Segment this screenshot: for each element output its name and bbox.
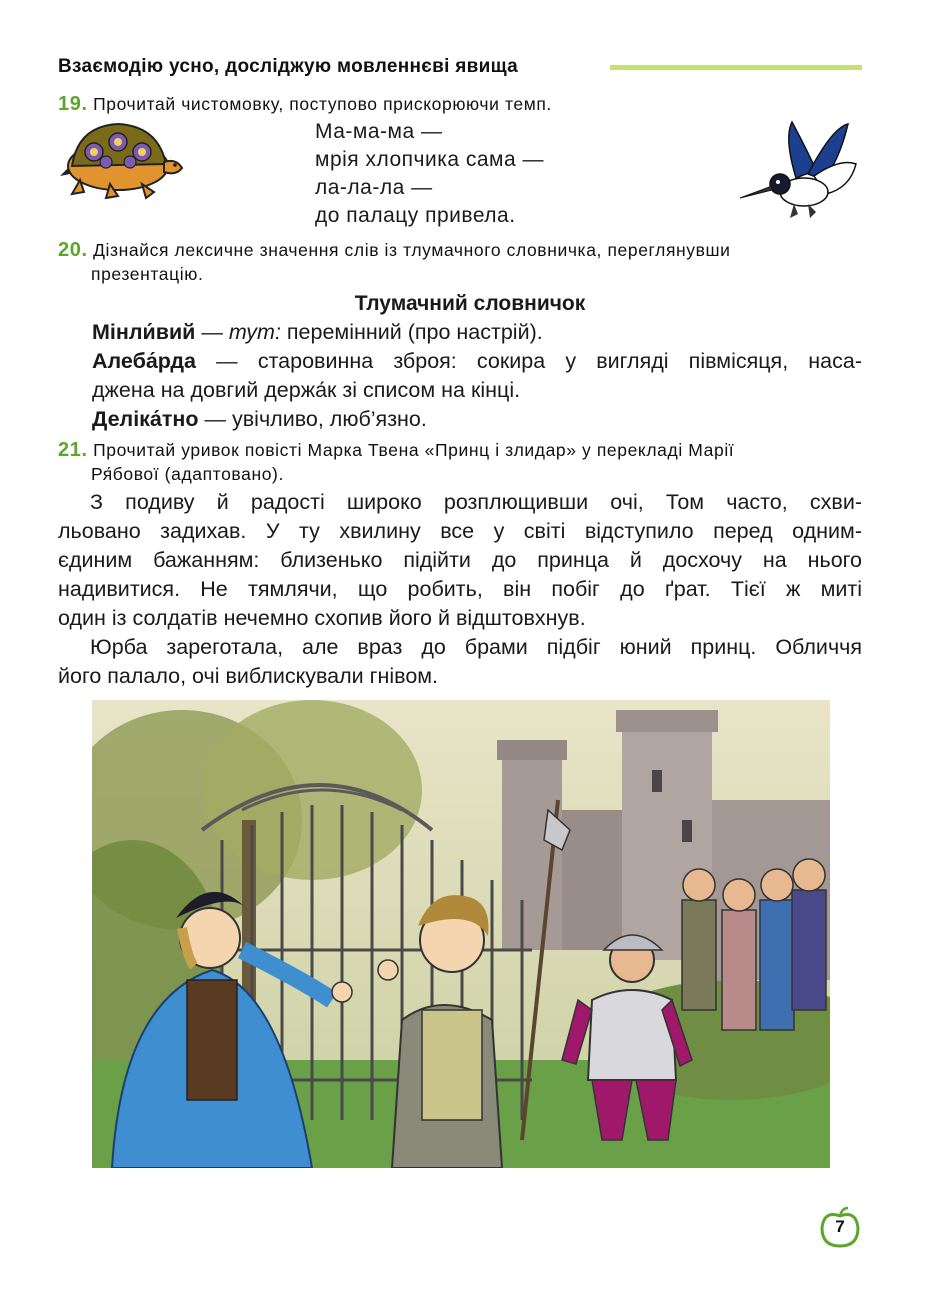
dictionary-definition: перемінний (про настрій).	[280, 320, 543, 344]
dash: —	[195, 320, 229, 344]
dictionary-definition: увічливо, люб’язно.	[232, 407, 427, 431]
bird-illustration	[736, 118, 862, 224]
dash: —	[196, 349, 258, 373]
dictionary-definition-continued: джена на довгий держа́к зі списом на кінці.	[92, 378, 521, 402]
dictionary-entry	[92, 405, 862, 434]
task-instruction-continued: Ря́бової (адаптовано).	[91, 464, 284, 484]
story-illustration	[92, 700, 830, 1168]
task-19	[58, 92, 552, 116]
task-instruction: Дізнайся лексичне значення слів із тлумачного словничка, переглянувши	[93, 240, 731, 260]
dictionary-term: Деліка́тно	[92, 407, 199, 431]
task-instruction-continued: презентацію.	[91, 264, 204, 284]
poem-line: ла-ла-ла —	[315, 176, 433, 199]
dictionary-entry	[92, 318, 862, 347]
story-line: З подиву й радості широко розплющивши очі, Том часто, схви-	[90, 490, 862, 514]
dictionary-term: Мінли́вий	[92, 320, 196, 344]
story-line: льовано задихав. У ту хвилину все у світі відступило перед одним-	[58, 519, 862, 543]
section-divider	[610, 65, 862, 70]
task-instruction: Прочитай уривок повісті Марка Твена «Принц і злидар» у перекладі Марії	[93, 440, 735, 460]
turtle-illustration	[58, 118, 186, 204]
task-instruction: Прочитай чистомовку, поступово прискорюючи темп.	[93, 94, 552, 114]
section-title: Взаємодію усно, досліджую мовленнєві явища	[58, 56, 518, 77]
story-line: його палало, очі виблискували гнівом.	[58, 664, 439, 688]
task-20	[58, 238, 862, 286]
task-number: 21.	[58, 439, 88, 461]
dictionary-term: Алеба́рда	[92, 349, 197, 373]
task-number: 19.	[58, 93, 88, 115]
poem-line: до палацу привела.	[315, 204, 516, 227]
dictionary-entry	[92, 347, 862, 376]
dictionary-title: Тлумачний словничок	[354, 292, 586, 315]
story-line: єдиним бажанням: близенько підійти до принца й досхочу на нього	[58, 548, 862, 572]
story-line: один із солдатів нечемно схопив його й відштовхнув.	[58, 606, 586, 630]
poem-line: мрія хлопчика сама —	[315, 148, 544, 171]
story-excerpt	[58, 488, 862, 691]
page-number: 7	[835, 1217, 845, 1236]
dictionary-definition: старовинна зброя: сокира у вигляді півмісяця, наса-	[257, 349, 863, 373]
dictionary-note: тут:	[228, 320, 281, 344]
dash: —	[198, 407, 232, 431]
story-line: Юрба зареготала, але враз до брами підбіг юний принц. Обличчя	[90, 635, 862, 659]
task-21	[58, 438, 862, 486]
tongue-twister	[315, 118, 544, 230]
task-number: 20.	[58, 239, 88, 261]
story-line: надивитися. Не тямлячи, що робить, він побіг до ґрат. Тієї ж миті	[58, 577, 862, 601]
poem-line: Ма-ма-ма —	[315, 120, 443, 143]
dictionary	[92, 318, 862, 434]
